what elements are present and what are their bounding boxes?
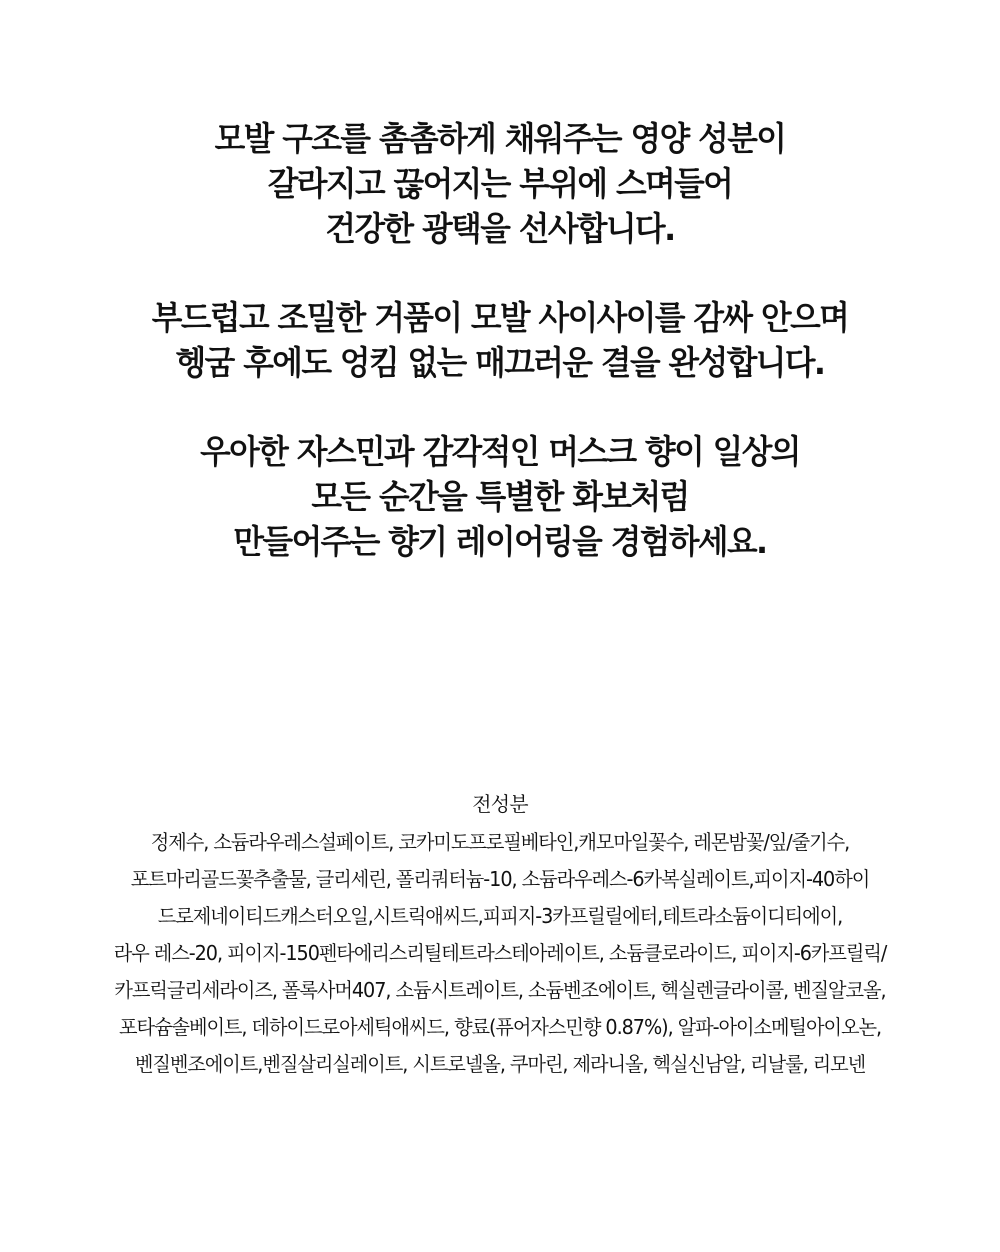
ingredients-line: 정제수, 소듐라우레스설페이트, 코카미도프로필베타인,캐모마일꽃수, 레몬밤꽃/잎/줄기수, — [150, 830, 850, 854]
ingredients-line: 라우 레스-20, 피이지-150펜타에리스리틸테트라스테아레이트, 소듐클로라이드, 피이지-6카프릴릭/ — [113, 941, 887, 965]
ingredients-line: 벤질벤조에이트,벤질살리실레이트, 시트로넬올, 쿠마린, 제라니올, 헥실신남알, 리날룰, 리모넨 — [134, 1052, 866, 1076]
description-line: 우아한 자스민과 감각적인 머스크 향이 일상의 — [200, 432, 800, 471]
description-paragraph-1 — [0, 116, 1000, 251]
description-line: 모든 순간을 특별한 화보처럼 — [311, 477, 689, 516]
ingredients-section — [0, 784, 1000, 1083]
description-line: 헹굼 후에도 엉킴 없는 매끄러운 결을 완성합니다. — [175, 343, 825, 382]
ingredients-line: 카프릭글리세라이즈, 폴록사머407, 소듐시트레이트, 소듐벤조에이트, 헥실렌글라이콜, 벤질알코올, — [114, 978, 886, 1002]
description-line: 부드럽고 조밀한 거품이 모발 사이사이를 감싸 안으며 — [151, 298, 849, 337]
description-paragraph-3 — [0, 429, 1000, 564]
ingredients-line: 드로제네이티드캐스터오일,시트릭애씨드,피피지-3카프릴릴에터,테트라소듐이디티에이, — [157, 904, 843, 928]
description-line: 모발 구조를 촘촘하게 채워주는 영양 성분이 — [214, 119, 786, 158]
ingredients-title: 전성분 — [472, 792, 528, 816]
description-paragraph-2 — [0, 295, 1000, 385]
product-description — [0, 116, 1000, 608]
ingredients-line: 포타슘솔베이트, 데하이드로아세틱애씨드, 향료(퓨어자스민향 0.87%), 알파-아이소메틸아이오논, — [118, 1015, 882, 1039]
description-line: 갈라지고 끊어지는 부위에 스며들어 — [267, 164, 733, 203]
ingredients-line: 포트마리골드꽃추출물, 글리세린, 폴리쿼터늄-10, 소듐라우레스-6카복실레이트,피이지-40하이 — [130, 867, 870, 891]
description-line: 건강한 광택을 선사합니다. — [325, 209, 675, 248]
description-line: 만들어주는 향기 레이어링을 경험하세요. — [233, 522, 767, 561]
